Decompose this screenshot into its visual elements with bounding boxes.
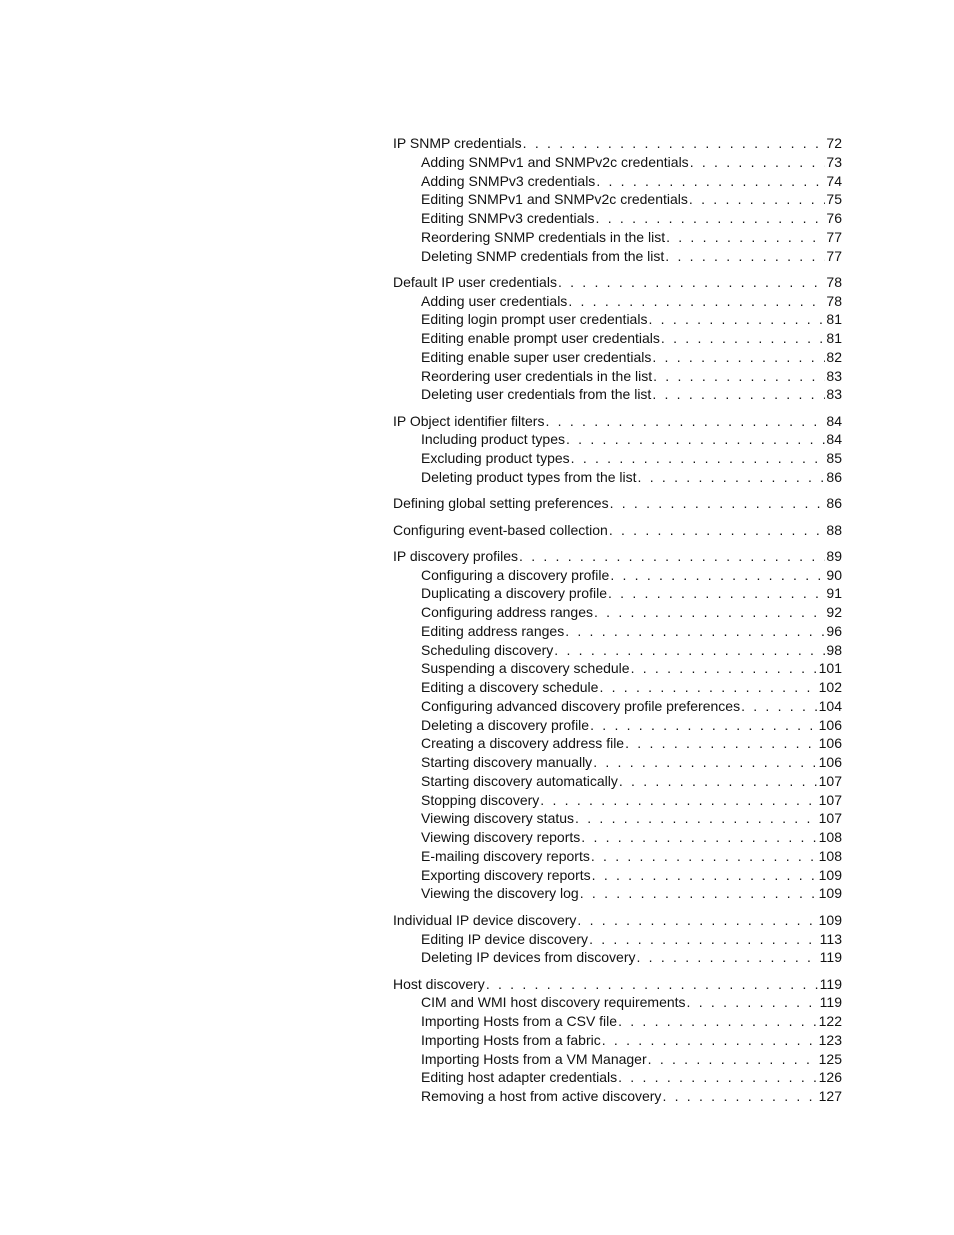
toc-entry-title: Importing Hosts from a fabric <box>421 1031 601 1048</box>
toc-entry-title: Reordering SNMP credentials in the list <box>421 228 666 245</box>
dot-leader <box>631 659 818 678</box>
toc-entry-page: 73 <box>826 153 842 170</box>
toc-subentry[interactable] <box>393 659 842 678</box>
dot-leader <box>618 1012 818 1031</box>
toc-entry-title: E-mailing discovery reports <box>421 847 590 864</box>
toc-entry-title: Scheduling discovery <box>421 641 554 658</box>
toc-subentry[interactable] <box>393 1087 842 1106</box>
toc-section <box>393 547 842 903</box>
toc-entry-title: Editing enable super user credentials <box>421 348 652 365</box>
toc-entry-page: 109 <box>818 866 842 883</box>
toc-entry-page: 119 <box>819 975 842 992</box>
toc-entry-title: Including product types <box>421 431 565 448</box>
dot-leader <box>648 310 825 329</box>
dot-leader <box>619 772 818 791</box>
toc-entry-title: Deleting user credentials from the list <box>421 386 652 403</box>
toc-entry-page: 78 <box>826 273 842 290</box>
toc-entry-title: Host discovery <box>393 975 485 992</box>
toc-subentry[interactable] <box>393 292 842 311</box>
toc-entry-title: Excluding product types <box>421 450 570 467</box>
toc-section-heading[interactable] <box>393 134 842 153</box>
toc-entry-page: 106 <box>818 735 842 752</box>
toc-entry-title: Editing login prompt user credentials <box>421 311 648 328</box>
dot-leader <box>596 209 826 228</box>
toc-entry-page: 82 <box>826 348 842 365</box>
toc-entry-page: 77 <box>826 228 842 245</box>
toc-entry-title: Viewing discovery status <box>421 810 575 827</box>
toc-entry-title: IP Object identifier filters <box>393 412 545 429</box>
toc-section <box>393 911 842 967</box>
toc-entry-title: Creating a discovery address file <box>421 735 625 752</box>
toc-entry-title: Editing enable prompt user credentials <box>421 330 660 347</box>
toc-subentry[interactable] <box>393 948 842 967</box>
toc-subentry[interactable] <box>393 367 842 386</box>
toc-subentry[interactable] <box>393 791 842 810</box>
dot-leader <box>581 828 817 847</box>
dot-leader <box>565 622 825 641</box>
dot-leader <box>610 494 826 513</box>
dot-leader <box>602 1031 818 1050</box>
toc-entry-title: Editing SNMPv3 credentials <box>421 210 595 226</box>
toc-entry-page: 125 <box>818 1050 842 1067</box>
toc-entry-title: Importing Hosts from a VM Manager <box>421 1050 647 1067</box>
dot-leader <box>618 1068 818 1087</box>
toc-entry-title: Configuring address ranges <box>421 604 593 621</box>
dot-leader <box>625 734 818 753</box>
toc-subentry[interactable] <box>393 753 842 772</box>
toc-entry-title: Configuring event-based collection <box>393 521 608 538</box>
toc-entry-page: 90 <box>826 566 842 583</box>
toc-subentry[interactable] <box>393 866 842 885</box>
dot-leader <box>568 292 825 311</box>
toc-entry-title: Adding SNMPv1 and SNMPv2c credentials <box>421 153 689 170</box>
toc-section-heading[interactable] <box>393 975 842 994</box>
toc-entry-title: Editing address ranges <box>421 622 565 639</box>
toc-entry-page: 74 <box>826 172 842 189</box>
toc-section <box>393 134 842 265</box>
toc-section <box>393 975 842 1106</box>
dot-leader <box>486 975 819 994</box>
toc-section-heading[interactable] <box>393 547 842 566</box>
toc-entry-page: 108 <box>818 829 842 846</box>
dot-leader <box>592 866 818 885</box>
toc-entry-page: 72 <box>826 135 842 151</box>
toc-entry-title: Importing Hosts from a CSV file <box>421 1013 618 1030</box>
toc-entry-title: IP SNMP credentials <box>393 135 522 151</box>
dot-leader <box>690 153 826 172</box>
toc-section <box>393 412 842 487</box>
toc-subentry[interactable] <box>393 584 842 603</box>
toc-entry-page: 123 <box>818 1031 842 1048</box>
dot-leader <box>689 190 826 209</box>
toc-subentry[interactable] <box>393 310 842 329</box>
toc-entry-page: 86 <box>826 468 842 485</box>
dot-leader <box>638 468 826 487</box>
toc-entry-title: Duplicating a discovery profile <box>421 585 607 602</box>
toc-entry-title: CIM and WMI host discovery requirements <box>421 994 686 1011</box>
dot-leader <box>662 1087 817 1106</box>
toc-subentry[interactable] <box>393 468 842 487</box>
toc-subentry[interactable] <box>393 172 842 191</box>
dot-leader <box>545 412 825 431</box>
dot-leader <box>653 367 825 386</box>
toc-subentry[interactable] <box>393 847 842 866</box>
toc-entry-page: 107 <box>818 791 842 808</box>
toc-section-heading[interactable] <box>393 521 842 540</box>
toc-entry-title: Exporting discovery reports <box>421 866 591 883</box>
toc-entry-title: Configuring advanced discovery profile preferences <box>421 697 741 714</box>
toc-subentry[interactable] <box>393 716 842 735</box>
toc-entry-page: 96 <box>826 622 842 639</box>
dot-leader <box>648 1050 818 1069</box>
toc-entry-page: 108 <box>818 847 842 864</box>
dot-leader <box>666 228 825 247</box>
table-of-contents <box>393 134 842 1114</box>
toc-entry-title: Starting discovery manually <box>421 754 593 771</box>
toc-entry-title: Deleting product types from the list <box>421 468 637 485</box>
toc-section-heading[interactable] <box>393 273 842 292</box>
toc-entry-page: 85 <box>826 450 842 467</box>
toc-entry-page: 126 <box>818 1069 842 1086</box>
toc-subentry[interactable] <box>393 1012 842 1031</box>
toc-entry-page: 109 <box>818 911 842 928</box>
toc-entry-title: Editing a discovery schedule <box>421 679 599 696</box>
toc-entry-page: 78 <box>826 292 842 309</box>
toc-entry-page: 75 <box>826 191 842 208</box>
toc-subentry[interactable] <box>393 697 842 716</box>
toc-entry-title: Adding user credentials <box>421 292 568 309</box>
toc-entry-title: Reordering user credentials in the list <box>421 367 653 384</box>
dot-leader <box>554 641 825 660</box>
toc-entry-page: 84 <box>826 431 842 448</box>
toc-section-heading[interactable] <box>393 412 842 431</box>
toc-entry-page: 113 <box>819 930 842 947</box>
toc-entry-title: IP discovery profiles <box>393 547 519 564</box>
toc-entry-title: Defining global setting preferences <box>393 495 609 512</box>
toc-subentry[interactable] <box>393 809 842 828</box>
dot-leader <box>590 716 818 735</box>
toc-entry-page: 83 <box>826 386 842 403</box>
toc-subentry[interactable] <box>393 385 842 404</box>
toc-entry-title: Individual IP device discovery <box>393 911 577 928</box>
toc-entry-title: Stopping discovery <box>421 791 540 808</box>
toc-section-heading[interactable] <box>393 494 842 513</box>
toc-entry-title: Starting discovery automatically <box>421 772 618 789</box>
toc-entry-title: Viewing the discovery log <box>421 885 579 902</box>
toc-section <box>393 521 842 540</box>
dot-leader <box>665 247 825 266</box>
toc-subentry[interactable] <box>393 430 842 449</box>
toc-entry-title: Deleting SNMP credentials from the list <box>421 247 665 264</box>
toc-subentry[interactable] <box>393 449 842 468</box>
dot-leader <box>741 697 818 716</box>
dot-leader <box>593 753 817 772</box>
toc-section-heading[interactable] <box>393 911 842 930</box>
toc-subentry[interactable] <box>393 678 842 697</box>
toc-entry-title: Default IP user credentials <box>393 273 557 290</box>
toc-entry-page: 107 <box>818 810 842 827</box>
toc-entry-page: 119 <box>819 949 842 966</box>
toc-subentry[interactable] <box>393 622 842 641</box>
toc-subentry[interactable] <box>393 734 842 753</box>
toc-subentry[interactable] <box>393 993 842 1012</box>
toc-entry-page: 104 <box>818 697 842 714</box>
dot-leader <box>610 566 825 585</box>
dot-leader <box>637 948 819 967</box>
toc-entry-page: 81 <box>826 330 842 347</box>
toc-subentry[interactable] <box>393 329 842 348</box>
dot-leader <box>589 930 819 949</box>
dot-leader <box>580 884 818 903</box>
toc-subentry[interactable] <box>393 884 842 903</box>
toc-entry-page: 76 <box>826 210 842 226</box>
toc-entry-title: Configuring a discovery profile <box>421 566 610 583</box>
toc-subentry[interactable] <box>393 153 842 172</box>
toc-subentry[interactable] <box>393 772 842 791</box>
dot-leader <box>594 603 825 622</box>
toc-subentry[interactable] <box>393 1031 842 1050</box>
dot-leader <box>661 329 826 348</box>
toc-subentry[interactable] <box>393 247 842 266</box>
toc-subentry[interactable] <box>393 603 842 622</box>
dot-leader <box>652 385 825 404</box>
toc-subentry[interactable] <box>393 566 842 585</box>
toc-entry-title: Suspending a discovery schedule <box>421 660 630 677</box>
dot-leader <box>687 993 819 1012</box>
toc-entry-page: 102 <box>818 679 842 696</box>
toc-subentry[interactable] <box>393 1068 842 1087</box>
toc-entry-page: 81 <box>826 311 842 328</box>
toc-entry-page: 92 <box>826 604 842 621</box>
dot-leader <box>596 172 825 191</box>
toc-entry-page: 127 <box>818 1088 842 1105</box>
toc-entry-title: Removing a host from active discovery <box>421 1088 662 1105</box>
toc-entry-page: 98 <box>826 641 842 658</box>
toc-entry-page: 101 <box>818 660 842 677</box>
dot-leader <box>609 521 826 540</box>
dot-leader <box>577 911 817 930</box>
toc-section <box>393 273 842 404</box>
toc-entry-page: 88 <box>826 521 842 538</box>
dot-leader <box>608 584 825 603</box>
dot-leader <box>519 547 825 566</box>
toc-subentry[interactable] <box>393 228 842 247</box>
dot-leader <box>540 791 817 810</box>
dot-leader <box>652 348 825 367</box>
toc-subentry[interactable] <box>393 641 842 660</box>
toc-subentry[interactable] <box>393 1050 842 1069</box>
toc-entry-page: 109 <box>818 885 842 902</box>
toc-entry-page: 106 <box>818 716 842 733</box>
toc-entry-page: 107 <box>818 772 842 789</box>
toc-entry-page: 83 <box>826 367 842 384</box>
dot-leader <box>571 449 826 468</box>
toc-entry-title: Deleting IP devices from discovery <box>421 949 636 966</box>
toc-entry-title: Viewing discovery reports <box>421 829 581 846</box>
toc-entry-page: 106 <box>818 754 842 771</box>
dot-leader <box>523 134 826 153</box>
toc-section <box>393 494 842 513</box>
toc-subentry[interactable] <box>393 190 842 209</box>
toc-entry-title: Deleting a discovery profile <box>421 716 590 733</box>
toc-subentry[interactable] <box>393 209 842 228</box>
toc-entry-title: Editing IP device discovery <box>421 930 589 947</box>
toc-entry-page: 86 <box>826 495 842 512</box>
toc-subentry[interactable] <box>393 348 842 367</box>
dot-leader <box>599 678 817 697</box>
toc-subentry[interactable] <box>393 930 842 949</box>
toc-subentry[interactable] <box>393 828 842 847</box>
toc-entry-page: 91 <box>826 585 842 602</box>
dot-leader <box>566 430 825 449</box>
toc-entry-title: Adding SNMPv3 credentials <box>421 172 596 189</box>
toc-entry-title: Editing host adapter credentials <box>421 1069 618 1086</box>
toc-entry-page: 84 <box>826 412 842 429</box>
toc-entry-page: 77 <box>826 247 842 264</box>
dot-leader <box>558 273 825 292</box>
dot-leader <box>591 847 818 866</box>
dot-leader <box>575 809 818 828</box>
toc-entry-title: Editing SNMPv1 and SNMPv2c credentials <box>421 191 688 208</box>
toc-entry-page: 122 <box>818 1013 842 1030</box>
toc-entry-page: 89 <box>826 547 842 564</box>
toc-entry-page: 119 <box>819 994 842 1011</box>
